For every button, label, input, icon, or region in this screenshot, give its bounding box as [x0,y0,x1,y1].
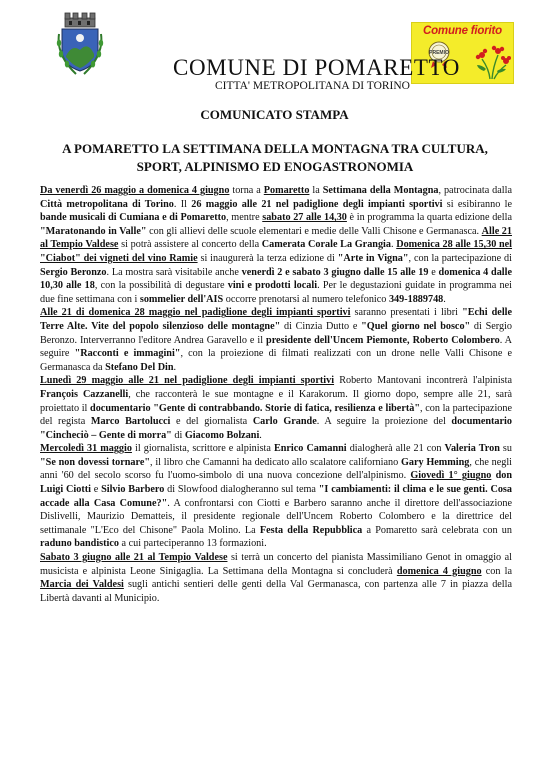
text-span: e [428,266,439,278]
text-span: di Slowfood dialogheranno sul tema [164,484,319,496]
text-span: sabato 27 alle 14,30 [262,212,347,224]
text-span: documentario [90,402,151,414]
text-span: . A seguire la proiezione del [316,416,452,428]
text-span: è in programma la quarta edizione della [346,212,512,224]
text-span: . [443,293,446,305]
paragraph-2 [40,306,512,374]
text-span: Giacomo Bolzani [184,429,260,441]
text-span: , con la possibilità di degustare [94,280,228,292]
text-span: di Sergio Beronzo. Interverranno l'editore Andrea Garavello e il [40,320,512,346]
text-span: sommelier dell'AIS [139,293,224,305]
text-span: , con la partecipazione di [408,252,512,264]
text-span: e [90,484,102,496]
text-span: si inaugurerà la terza edizione di [197,252,338,264]
text-span: occorre prenotarsi al numero telefonico [223,293,389,305]
text-span: con la [481,565,513,577]
text-span: Da venerdì 26 maggio a domenica 4 giugno [40,185,230,196]
municipality-subtitle: CITTA' METROPOLITANA DI TORINO [215,80,410,92]
text-span: Giovedì 1° giugno [410,470,492,482]
text-span: . [173,361,177,373]
text-span: , che racconterà le sue montagne e il Karakorum. Il giorno dopo, sempre alle 21, sarà proiettato il [40,388,512,414]
text-span: Lunedì 29 maggio alle 21 nel padiglione degli impianti sportivi [40,375,335,387]
text-span: . [390,239,397,251]
paragraph-1 [40,184,512,306]
text-span: vini e prodotti locali [227,280,318,292]
text-span: "Arte in Vigna" [337,252,409,264]
text-span: a cui parteciperanno 13 formazioni. [118,538,267,550]
text-span: , patrocinata dalla [438,185,512,196]
text-span: "Echi delle Terre Alte. Vite del popolo silenzioso delle montagne" [40,307,513,332]
text-span: , con la partecipazione del regista [40,402,512,428]
text-span: su [499,443,512,455]
press-release-body [40,184,512,605]
text-span: . [259,429,262,441]
text-span: documentario "Cincheciò – Gente di morra" [40,416,512,441]
text-span: Mercoledì 31 maggio [40,443,132,455]
text-span: . A confrontarsi con Ciotti e Barbero saranno anche il direttore dell'associazione Dislivelli, Maurizio Dematteis, il presidente regionale dell'Uncem Roberto Colombero e la direttrice del settimanale "L'Eco del Chisone" Paola Molino. La [40,497,512,536]
text-span: Alle 21 di domenica 28 maggio nel padiglione degli impianti sportivi [40,307,351,319]
text-span: "Gente di contrabbando. Storie di fatica, resilienza e libertà" [153,402,420,414]
text-span: "Racconti e immagini" [74,348,181,360]
text-span: Carlo Grande [252,416,317,428]
text-span: "Maratonando in Valle" [40,225,147,237]
municipality-name: COMUNE DI POMARETTO [173,55,460,80]
text-span: "Quel giorno nel bosco" [361,320,471,332]
text-span: venerdì 2 e sabato 3 giugno dalle 15 alle 19 [241,266,429,278]
text-span: la [309,185,323,196]
text-span: Enrico Camanni [273,443,347,455]
text-span: Sabato 3 giugno alle 21 al Tempio Valdese [40,552,228,564]
text-span: Camerata Corale La Grangia [261,239,391,251]
text-span: Roberto Mantovani incontrerà l'alpinista [334,375,512,387]
document-type: COMUNICATO STAMPA [200,107,349,122]
text-span: "Se non dovessi tornare" [40,456,151,468]
text-span: sugli antichi sentieri delle genti della Val Germanasca, con partenza alle 7 in piazza della Libertà davanti al Municipio. [40,579,512,604]
paragraph-4 [40,442,512,551]
text-span: Gary Hemming [400,456,470,468]
text-span: , che negli anni '60 del secolo scorso fu l'uomo-simbolo di una nuova concezione dell'alpinismo. [40,456,512,482]
text-span: Festa della Repubblica [259,524,363,536]
text-span: a Pomaretto sarà celebrata con un [362,524,512,536]
text-span: "I cambiamenti: il clima e le sue genti. Cosa accade alla Casa Comune?" [40,484,512,509]
text-span: . Il [173,198,192,210]
text-span: . A seguire [40,334,513,360]
text-span: Domenica 28 alle 15,30 nel "Ciabot" dei vigneti del vino Ramie [40,239,513,264]
text-span: Alle 21 al Tempio Valdese [40,225,512,251]
text-span: . La mostra sarà visitabile anche [106,266,242,278]
text-span: Città metropolitana di Torino [40,198,174,210]
text-span: presidente dell'Uncem Piemonte, Roberto Colombero [266,334,500,346]
paragraph-5 [40,551,512,605]
text-span: saranno presentati i libri [350,307,463,319]
text-span: , il libro che Camanni ha dedicato allo scalatore californiano [150,456,401,468]
text-span: François Cazzanelli [40,388,129,400]
text-span: Settimana della Montagna [322,185,439,196]
text-span: domenica 4 giugno [396,565,482,577]
badge-title: Comune fiorito [423,25,502,37]
text-span: il giornalista, scrittore e alpinista [131,443,274,455]
text-span: , con la proiezione di filmati realizzati con un drone nelle Valli Chisone e Germanasca da [40,348,512,373]
text-span: , mentre [226,212,263,224]
text-span: di Cinzia Dutto e [280,320,362,332]
text-span: domenica 4 dalle 10,30 alle 18 [40,266,512,292]
text-span: Sergio Beronzo [40,266,107,278]
text-span: bande musicali di Cumiana e di Pomaretto [40,212,227,224]
text-span: torna a [229,185,264,196]
text-span: . Per le degustazioni guidate in programma nei due fine settimana con i [40,280,512,305]
text-span: Pomaretto [263,185,310,196]
text-span: Marco Bartolucci [90,416,171,428]
paragraph-3 [40,374,512,442]
press-release-headline: A POMARETTO LA SETTIMANA DELLA MONTAGNA TRA CULTURA, SPORT, ALPINISMO ED ENOGASTRONOMIA [62,141,488,174]
text-span: raduno bandistico [40,538,119,550]
text-span: si esibiranno le [442,198,512,210]
text-span: Silvio Barbero [101,484,165,496]
text-span: Valeria Tron [444,443,500,455]
text-span: don Luigi Ciotti [40,470,513,496]
text-span: dialogherà alle 21 con [346,443,445,455]
phone-number: 349-1889748 [388,293,444,305]
text-span: si terrà un concerto del pianista Massimiliano Genot in omaggio al musicista e alpinista Leone Sinigaglia. La Settimana della Montagna si concluderà [40,552,512,577]
text-span: e del giornalista [170,416,253,428]
award-seal-text: PREMIO [429,50,449,56]
text-span: Stefano Del Din [105,361,174,373]
text-span: si potrà assistere al concerto della [118,239,262,251]
text-span: con gli allievi delle scuole elementari e medie delle Valli Chisone e Germanasca. [146,225,482,237]
text-span: Marcia dei Valdesi [40,579,124,591]
text-span: di [171,429,185,441]
text-span: 26 maggio alle 21 nel padiglione degli impianti sportivi [191,198,443,210]
